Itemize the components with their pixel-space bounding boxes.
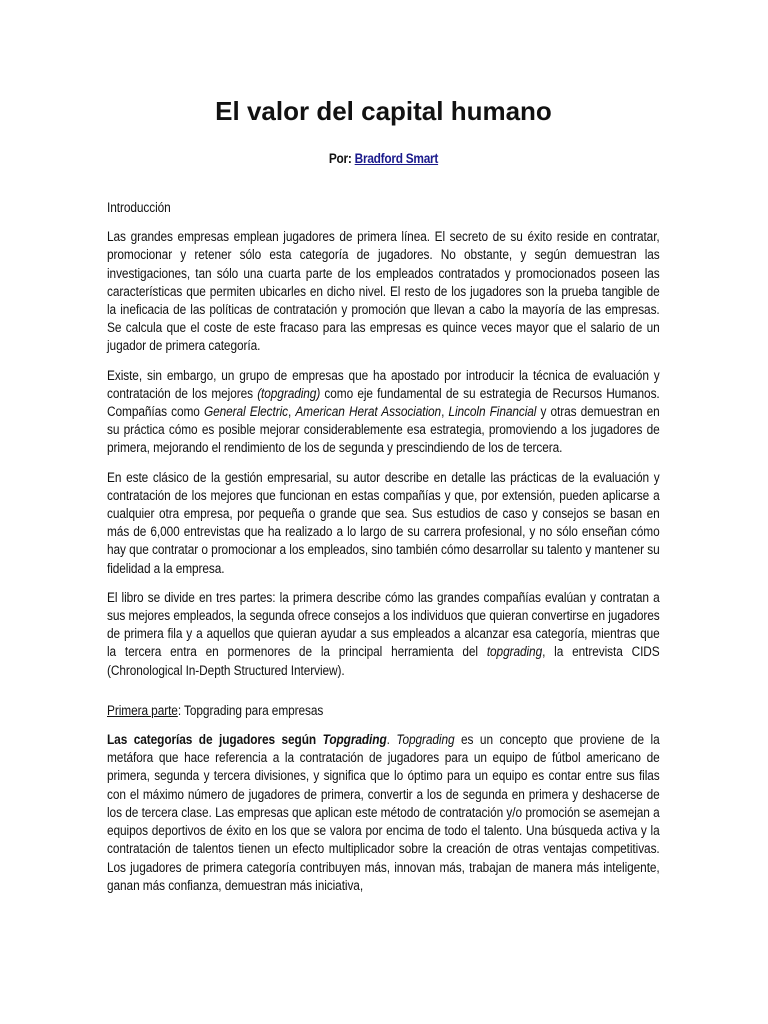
paragraph-5	[107, 731, 660, 895]
paragraph-1: Las grandes empresas emplean jugadores de primera línea. El secreto de su éxito reside en contratar, promocionar y retener sólo esta categoría de jugadores. No obstante, y según demuestran las investigaciones, tan sólo una cuarta parte de los empleados contratados y promocionados poseen las características que permiten ubicarles en dicho nivel. El resto de los jugadores son la prueba tangible de la ineficacia de las políticas de contratación y promoción que llevan a cabo la mayoría de las empresas. Se calcula que el coste de este fracaso para las empresas es quince veces mayor que el salario de un jugador de primera categoría.	[107, 229, 660, 354]
author-link[interactable]: Bradford Smart	[354, 151, 439, 166]
paragraph-4-text-a: El libro se divide en tres partes: la primera describe cómo las grandes compañías evalúan y contratan a sus mejores empleados, la segunda ofrece consejos a los individuos que quieran convertirse en jugadores de primera fila y a aquellos que quieran ayudar a sus empleados a alcanzar esa categoría, mientras que la tercera entra en pormenores de la principal herramienta del	[107, 589, 660, 660]
byline-prefix: Por:	[328, 151, 352, 166]
paragraph-3: En este clásico de la gestión empresarial, su autor describe en detalle las prácticas de la evaluación y contratación de los mejores que funcionan en estas compañías y que, por extensión, pueden aplicarse a cualquier otra empresa, por pequeña o grande que sea. Sus estudios de caso y consejos se basan en más de 6,000 entrevistas que ha realizado a lo largo de su carrera profesional, y no sólo enseñan cómo hay que contratar o promocionar a los empleados, sino también cómo desarrollar su talento y mantener su fidelidad a la empresa.	[107, 469, 660, 576]
company-general-electric: General Electric	[203, 404, 288, 420]
company-lincoln-financial: Lincoln Financial	[448, 404, 537, 420]
paragraph-5-italic-term: Topgrading	[396, 732, 455, 748]
paragraph-5-after-bold: .	[386, 732, 397, 748]
paragraph-5-bold-italic-term: Topgrading	[322, 732, 387, 748]
section-spacer	[107, 691, 660, 702]
company-american-herat-association: American Herat Association	[295, 404, 442, 420]
byline	[140, 150, 627, 168]
paragraph-4	[107, 589, 660, 680]
paragraph-2-text-a: Existe, sin embargo, un grupo de empresas que ha apostado por introducir la técnica de evaluación y contratación de los mejores	[107, 367, 660, 401]
intro-heading: Introducción	[107, 200, 171, 215]
paragraph-4-topgrading: topgrading	[486, 644, 543, 660]
paragraph-2-text-b: como eje fundamental de su estrategia de Recursos Humanos. Compañías como	[107, 385, 660, 420]
section-heading-primera-parte	[107, 702, 660, 720]
section-separator: :	[177, 702, 182, 718]
paragraph-2	[107, 367, 660, 458]
paragraph-5-bold-lead: Las categorías de jugadores según	[107, 732, 323, 748]
section-label: Primera parte	[107, 702, 178, 718]
paragraph-2-sep-1: ,	[287, 404, 296, 420]
paragraph-2-topgrading: (topgrading)	[257, 385, 321, 401]
paragraph-2-text-c: y otras demuestran en su práctica cómo es posible mejorar considerablemente esa estrategia, promoviendo a los jugadores de primera, mejorando el rendimiento de los de segunda y prescindiendo de los de tercera.	[107, 404, 660, 456]
document-title: El valor del capital humano	[215, 96, 552, 126]
paragraph-2-sep-2: ,	[441, 404, 449, 420]
paragraph-5-text: es un concepto que proviene de la metáfora que hace referencia a la contratación de jugadores para un equipo de fútbol americano de primera, segunda y tercera divisiones, y significa que lo óptimo para un equipo es contar entre sus filas con el máximo número de jugadores de primera, convertir a los de segunda en primera y deshacerse de los de tercera clase. Las empresas que aplican este método de contratación y/o promoción se asemejan a equipos deportivos de éxito en los que se valora por encima de todo el talento. Una búsqueda activa y la contratación de talentos tienen un efecto multiplicador sobre la creación de otras ventajas competitivas. Los jugadores de primera categoría contribuyen más, innovan más, trabajan de manera más inteligente, ganan más confianza, demuestran más iniciativa,	[107, 732, 660, 893]
section-title: Topgrading para empresas	[181, 702, 324, 718]
paragraph-4-text-b: , la entrevista CIDS (Chronological In-Depth Structured Interview).	[107, 644, 660, 678]
document-body	[107, 199, 660, 906]
